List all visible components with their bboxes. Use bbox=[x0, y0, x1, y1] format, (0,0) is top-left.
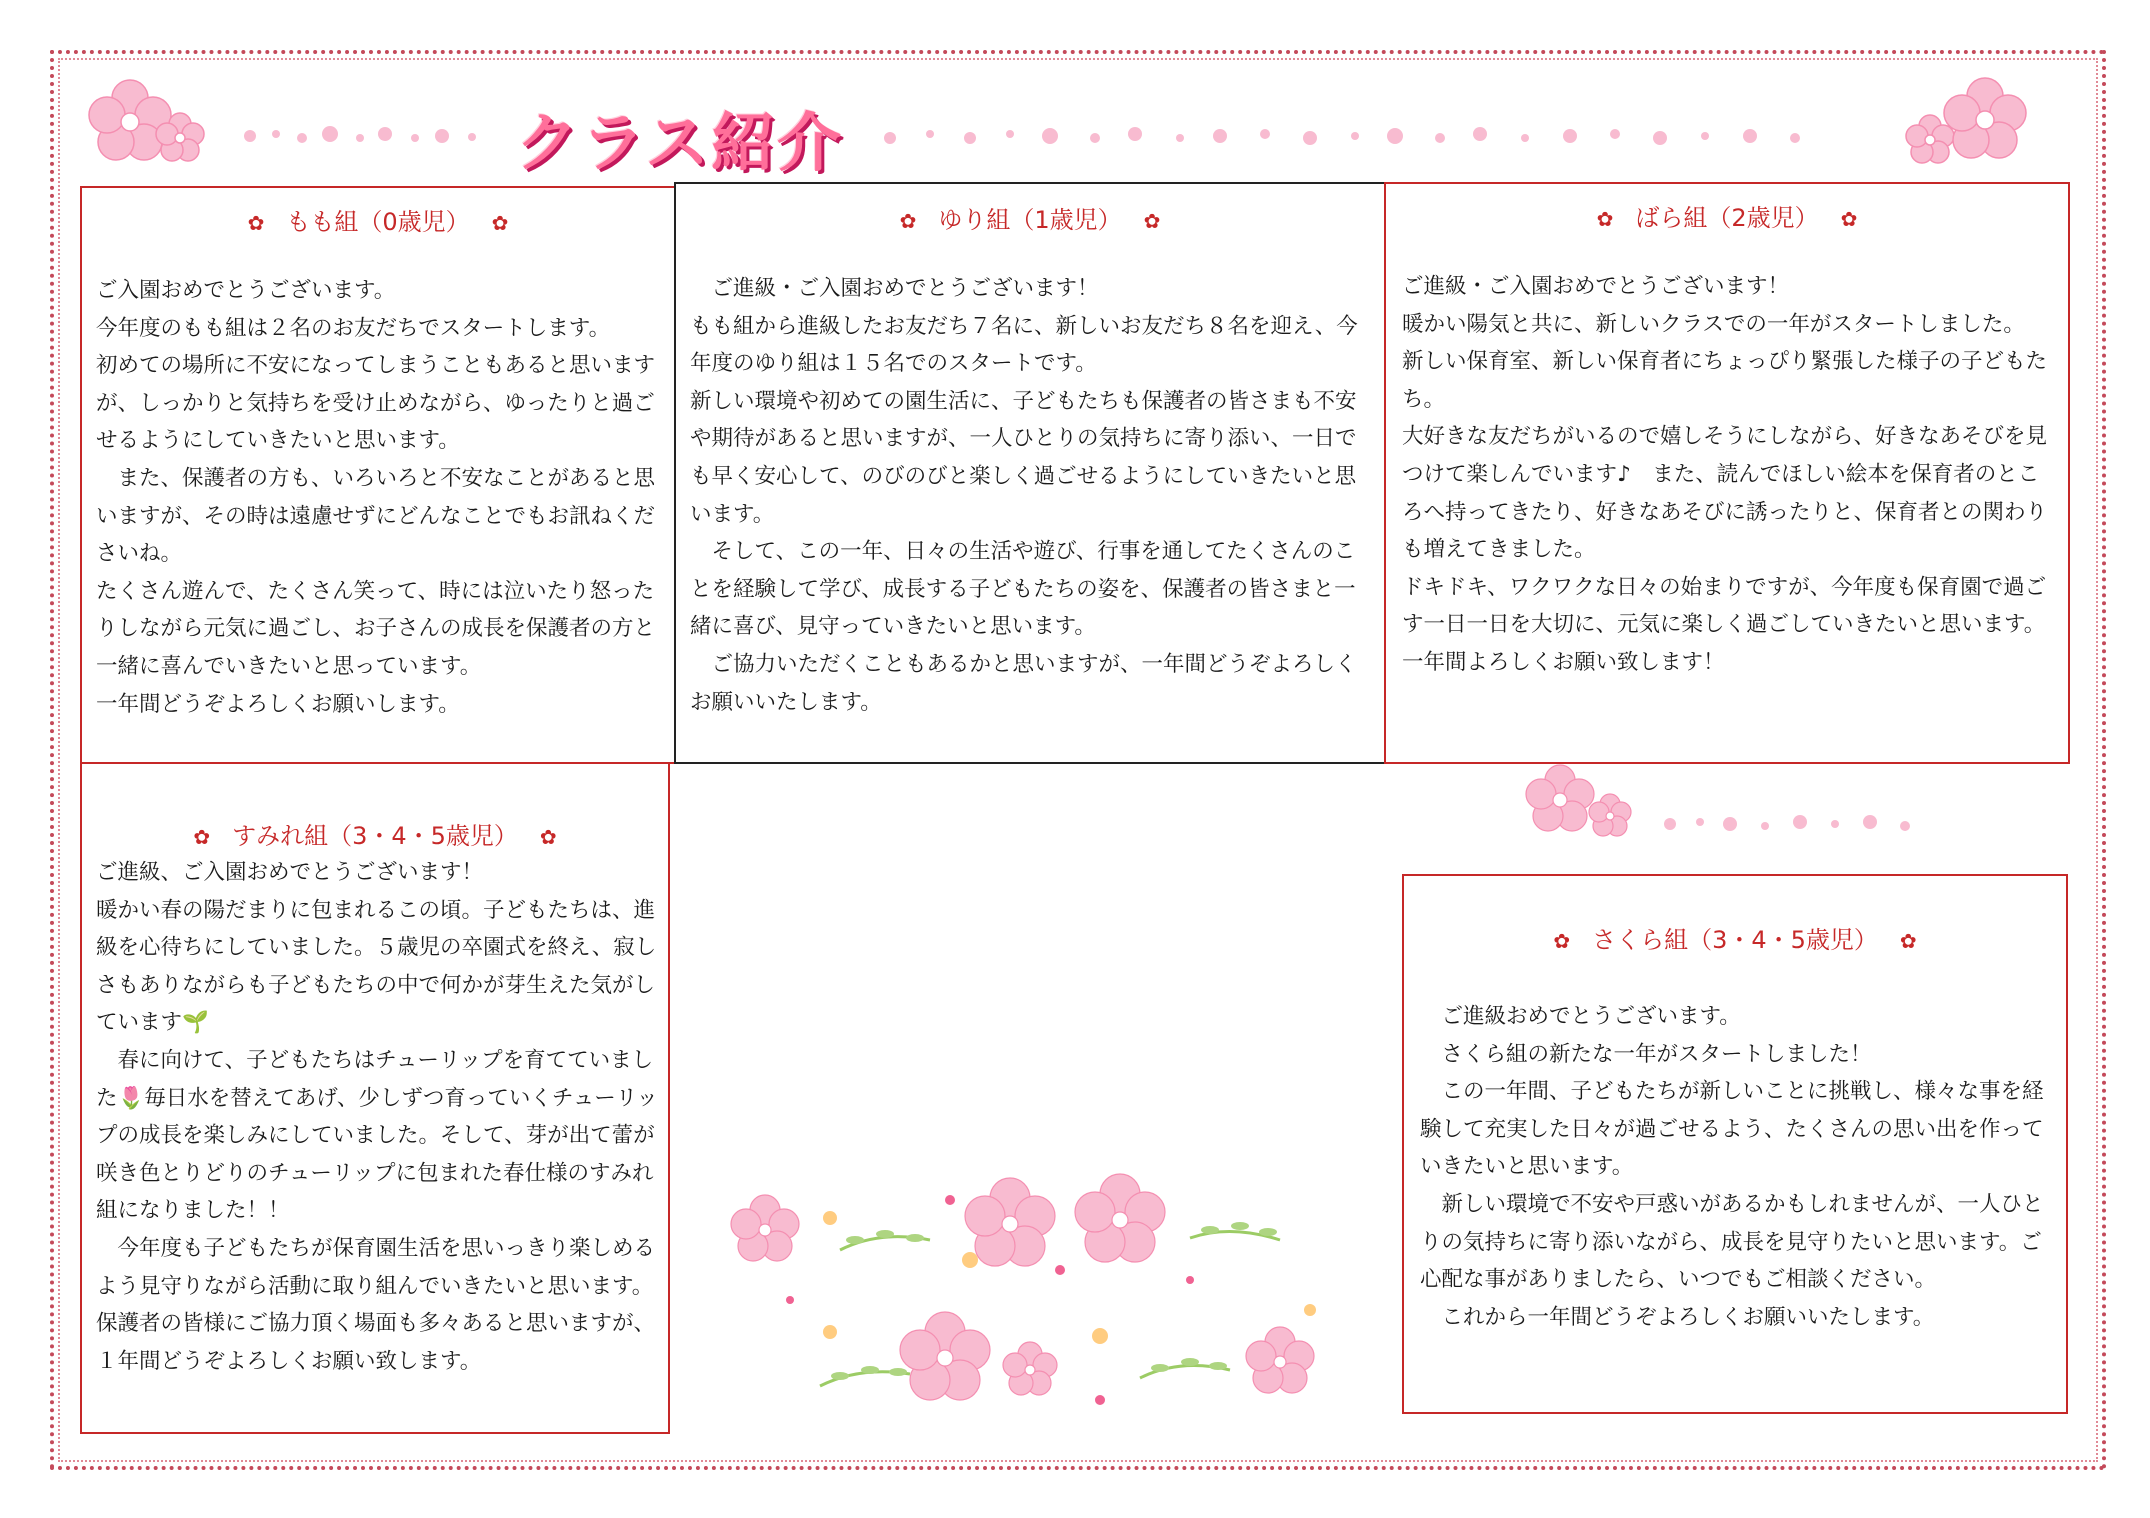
class-heading-yuri: ✿ ゆり組（1歳児） ✿ bbox=[899, 206, 1161, 234]
class-heading-momo: ✿ もも組（0歳児） ✿ bbox=[247, 208, 509, 236]
class-heading-bara: ✿ ばら組（2歳児） ✿ bbox=[1596, 204, 1858, 232]
flower-mark-icon: ✿ bbox=[193, 825, 211, 849]
flower-mark-icon: ✿ bbox=[247, 211, 265, 235]
class-heading-sakura: ✿ さくら組（3・4・5歳児） ✿ bbox=[1553, 926, 1917, 954]
flower-mark-icon: ✿ bbox=[1840, 207, 1858, 231]
class-body-momo: ご入園おめでとうございます。 今年度のもも組は２名のお友だちでスタートします。 初めての場所に不安になってしまうこともあると思いますが、しっかりと気持ちを受け止めながら、ゆったりと過ごせるようにしていきたいと思います。 また、保護者の方も、いろいろと不安なことがあると思いますが、その時は遠慮せずにどんなことでもお訊ねくださいね。 たくさん遊んで、たくさん笑って、時には泣いたり怒ったりしながら元気に過ごし、お子さんの成長を保護者の方と一緒に喜んでいきたいと思っています。 一年間どうぞよろしくお願いします。 bbox=[96, 278, 656, 717]
sakura-garland-icon bbox=[720, 1160, 1340, 1420]
page-title: クラス紹介 bbox=[515, 107, 844, 181]
sakura-top-left-icon bbox=[80, 74, 500, 174]
class-box-bara bbox=[1384, 182, 2070, 764]
class-body-bara: ご進級・ご入園おめでとうございます！ 暖かい陽気と共に、新しいクラスでの一年がスタートしました。 新しい保育室、新しい保育者にちょっぴり緊張した様子の子どもたち。 大好きな友だちがいるので嬉しそうにしながら、好きなあそびを見つけて楽しんでいます♪ また、読んでほしい絵本を保育者のところへ持ってきたり、好きなあそびに誘ったりと、保育者との関わりも増えてきました。 ドキドキ、ワクワクな日々の始まりですが、今年度も保育園で過ごす一日一日を大切に、元気に楽しく過ごしていきたいと思います。 一年間よろしくお願い致します！ bbox=[1402, 274, 2048, 675]
flower-mark-icon: ✿ bbox=[1899, 929, 1917, 953]
sakura-top-right-icon bbox=[870, 74, 2050, 174]
flower-mark-icon: ✿ bbox=[1596, 207, 1614, 231]
flower-mark-icon: ✿ bbox=[899, 209, 917, 233]
flower-mark-icon: ✿ bbox=[1553, 929, 1571, 953]
flower-mark-icon: ✿ bbox=[539, 825, 557, 849]
class-box-sumire bbox=[80, 762, 670, 1434]
class-heading-sumire: ✿ すみれ組（3・4・5歳児） ✿ bbox=[193, 822, 557, 850]
class-box-sakura bbox=[1402, 874, 2068, 1414]
class-body-sumire: ご進級、ご入園おめでとうございます！ 暖かい春の陽だまりに包まれるこの頃。子どもたちは、進級を心待ちにしていました。５歳児の卒園式を終え、寂しさもありながらも子どもたちの中で何かが芽生えた気がしています🌱 春に向けて、子どもたちはチューリップを育てていました🌷毎日水を替えてあげ、少しずつ育っていくチューリップの成長を楽しみにしていました。そして、芽が出て蕾が咲き色とりどりのチューリップに包まれた春仕様のすみれ組になりました！！ 今年度も子どもたちが保育園生活を思いっきり楽しめるよう見守りながら活動に取り組んでいきたいと思います。保護者の皆様にご協力頂く場面も多々あると思いますが、１年間どうぞよろしくお願い致します。 bbox=[96, 860, 658, 1374]
class-box-yuri bbox=[674, 182, 1386, 764]
class-body-sakura: ご進級おめでとうございます。 さくら組の新たな一年がスタートしました！ この一年間、子どもたちが新しいことに挑戦し、様々な事を経験して充実した日々が過ごせるよう、たくさんの思い出を作っていきたいと思います。 新しい環境で不安や戸惑いがあるかもしれませんが、一人ひとりの気持ちに寄り添いながら、成長を見守りたいと思います。ご心配な事がありましたら、いつでもご相談ください。 これから一年間どうぞよろしくお願いいたします。 bbox=[1420, 1004, 2044, 1330]
flower-mark-icon: ✿ bbox=[1143, 209, 1161, 233]
class-box-momo bbox=[80, 186, 676, 764]
sakura-strip-icon bbox=[1520, 762, 1940, 852]
class-body-yuri: ご進級・ご入園おめでとうございます！ もも組から進級したお友だち７名に、新しいお友だち８名を迎え、今年度のゆり組は１５名でのスタートです。 新しい環境や初めての園生活に、子どもたちも保護者の皆さまも不安や期待があると思いますが、一人ひとりの気持ちに寄り添い、一日でも早く安心して、のびのびと楽しく過ごせるようにしていきたいと思います。 そして、この一年、日々の生活や遊び、行事を通してたくさんのことを経験して学び、成長する子どもたちの姿を、保護者の皆さまと一緒に喜び、見守っていきたいと思います。 ご協力いただくこともあるかと思いますが、一年間どうぞよろしくお願いいたします。 bbox=[690, 276, 1358, 715]
flower-mark-icon: ✿ bbox=[491, 211, 509, 235]
